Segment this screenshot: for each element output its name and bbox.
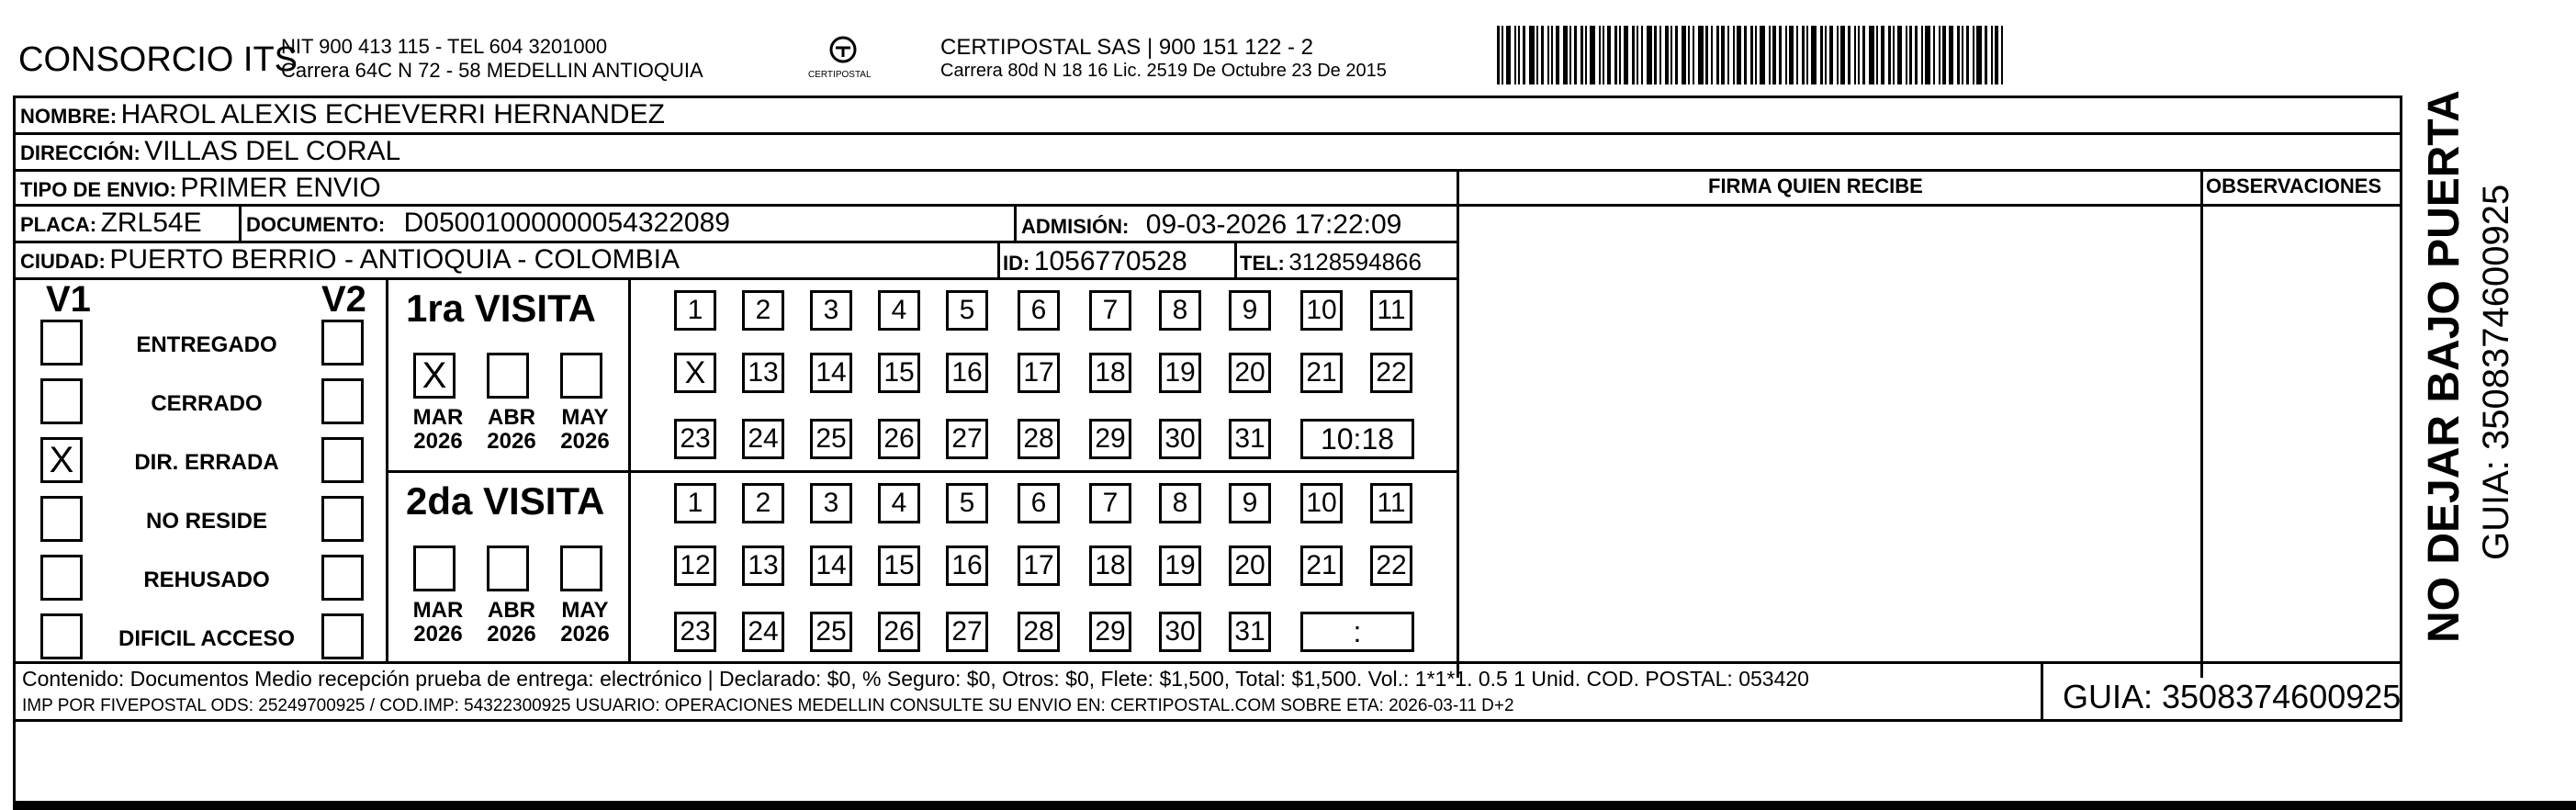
time-box[interactable]: : <box>1300 612 1414 652</box>
day-box[interactable]: 28 <box>1018 419 1060 459</box>
firma-label: FIRMA QUIEN RECIBE <box>1708 174 1923 197</box>
barcode-bar <box>1619 26 1621 84</box>
barcode-bar <box>1529 26 1535 84</box>
day-box[interactable]: 31 <box>1229 419 1271 459</box>
day-box[interactable]: 2 <box>742 483 784 523</box>
barcode-bar <box>1705 26 1708 84</box>
certipostal-logo-text: CERTIPOSTAL <box>808 70 872 80</box>
day-box[interactable]: 7 <box>1089 483 1131 523</box>
visit-title: 1ra VISITA <box>406 287 596 330</box>
day-box[interactable]: 6 <box>1018 290 1060 331</box>
barcode-bar <box>1654 26 1657 84</box>
day-box[interactable]: 20 <box>1229 546 1271 586</box>
v2-checkbox[interactable] <box>321 437 364 483</box>
month-checkbox[interactable]: X <box>413 353 456 399</box>
barcode-bar <box>1893 26 1895 84</box>
company-nit: NIT 900 413 115 - TEL 604 3201000 <box>281 35 608 58</box>
barcode-bar <box>1551 26 1553 84</box>
barcode-bar <box>1647 26 1652 84</box>
v2-checkbox[interactable] <box>321 378 364 424</box>
ciudad-label: CIUDAD: <box>20 250 106 273</box>
v1-checkbox[interactable] <box>40 555 83 601</box>
barcode-bar <box>1881 26 1884 84</box>
barcode-bar <box>1829 26 1833 84</box>
placa-value: ZRL54E <box>100 208 202 238</box>
ciudad-value: PUERTO BERRIO - ANTIOQUIA - COLOMBIA <box>109 244 681 275</box>
barcode-bar <box>1995 26 1998 84</box>
barcode-bar <box>1733 26 1735 84</box>
day-box[interactable]: 11 <box>1370 290 1412 331</box>
barcode-bar <box>1716 26 1719 84</box>
barcode-bar <box>1518 26 1520 84</box>
day-box[interactable]: 3 <box>810 290 852 331</box>
day-box[interactable]: 13 <box>742 353 784 393</box>
barcode-bar <box>1806 26 1808 84</box>
month-year: 2026 <box>560 429 610 454</box>
barcode-bar <box>1637 26 1638 84</box>
barcode-bar <box>1973 26 1974 84</box>
barcode-bar <box>1514 26 1516 84</box>
month-checkbox[interactable] <box>487 546 529 591</box>
barcode-bar <box>1556 26 1559 84</box>
v1-checkbox[interactable] <box>40 320 83 366</box>
barcode-bar <box>1811 26 1817 84</box>
day-box[interactable]: 28 <box>1018 612 1060 652</box>
month-name: MAR <box>412 598 464 623</box>
barcode-bar <box>1840 26 1845 84</box>
id-label: ID: <box>1003 252 1030 275</box>
day-box[interactable]: 13 <box>742 546 784 586</box>
barcode-bar <box>1670 26 1672 84</box>
barcode-bar <box>1497 26 1500 84</box>
barcode-bar <box>1915 26 1918 84</box>
day-box[interactable]: 15 <box>878 546 920 586</box>
day-box[interactable]: 26 <box>878 419 920 459</box>
day-box[interactable]: 4 <box>878 290 920 331</box>
month-label <box>406 599 470 647</box>
time-box[interactable]: 10:18 <box>1300 419 1414 459</box>
barcode-bar <box>1991 26 1993 84</box>
barcode-bar <box>1869 26 1874 84</box>
v2-checkbox[interactable] <box>321 496 364 542</box>
v1-checkbox[interactable] <box>40 496 83 542</box>
barcode-bar <box>1603 26 1604 84</box>
barcode-bar <box>1665 26 1669 84</box>
barcode-bar <box>1820 26 1823 84</box>
day-box[interactable]: 29 <box>1089 612 1131 652</box>
id-value: 1056770528 <box>1033 246 1187 276</box>
barcode-bar <box>1750 26 1753 84</box>
barcode-bar <box>1737 26 1741 84</box>
day-box[interactable]: 20 <box>1229 353 1271 393</box>
month-checkbox[interactable] <box>413 546 456 591</box>
day-box[interactable]: 10 <box>1300 483 1343 523</box>
month-label <box>406 406 470 454</box>
day-box[interactable]: 11 <box>1370 483 1412 523</box>
admision-label: ADMISIÓN: <box>1021 215 1130 238</box>
barcode-bar <box>1698 26 1704 84</box>
day-box[interactable]: 25 <box>810 419 852 459</box>
month-name: ABR <box>488 405 535 430</box>
barcode-bar <box>1796 26 1798 84</box>
barcode-bar <box>1942 26 1946 84</box>
day-box[interactable]: 1 <box>674 483 716 523</box>
day-box[interactable]: 1 <box>674 290 716 331</box>
barcode-bar <box>1688 26 1690 84</box>
company-address: Carrera 64C N 72 - 58 MEDELLIN ANTIOQUIA <box>281 59 703 82</box>
day-box[interactable]: 18 <box>1089 546 1131 586</box>
admision-value: 09-03-2026 17:22:09 <box>1145 209 1402 240</box>
barcode-bar <box>1506 26 1511 84</box>
month-name: MAY <box>561 405 609 430</box>
barcode-bar <box>1862 26 1865 84</box>
month-checkbox[interactable] <box>560 546 602 591</box>
barcode-bar <box>1599 26 1601 84</box>
v1-label: V1 <box>46 279 91 320</box>
day-box[interactable]: 21 <box>1300 353 1343 393</box>
barcode-bar <box>1502 26 1503 84</box>
footer-line1: Contenido: Documentos Medio recepción prueba de entrega: electrónico | Declarado: $0, % Seguro: $0, Otros: $0, Flete: $1,500, Total: $1,500. Vol.: 1*1*1. 0.5 1 Unid. COD. POSTAL: 053420 <box>22 667 1809 691</box>
visit-title: 2da VISITA <box>406 479 605 523</box>
status-label: DIR. ERRADA <box>134 450 279 475</box>
day-box[interactable]: X <box>674 353 716 393</box>
v2-checkbox[interactable] <box>321 555 364 601</box>
documento-value: D05001000000054322089 <box>403 208 730 238</box>
barcode-bar <box>1641 26 1643 84</box>
barcode-bar <box>1779 26 1782 84</box>
status-label: CERRADO <box>151 391 263 416</box>
barcode-bar <box>1624 26 1628 84</box>
tel-value: 3128594866 <box>1288 248 1422 276</box>
month-name: ABR <box>488 598 535 623</box>
v1-checkbox[interactable] <box>40 613 83 659</box>
side-notice: NO DEJAR BAJO PUERTA <box>2420 90 2469 643</box>
day-box[interactable]: 27 <box>946 612 988 652</box>
barcode-bar <box>1614 26 1617 84</box>
barcode-bar <box>1858 26 1860 84</box>
barcode-bar <box>1607 26 1611 84</box>
day-box[interactable]: 18 <box>1089 353 1131 393</box>
footer-line2: IMP POR FIVEPOSTAL ODS: 25249700925 / COD.IMP: 54322300925 USUARIO: OPERACIONES MEDELLIN CONSULTE SU ENVIO EN: CERTIPOSTAL.COM SOBRE ETA: 2026-03-11 D+2 <box>22 696 1514 715</box>
barcode-bar <box>1976 26 1982 84</box>
day-box[interactable]: 30 <box>1159 612 1201 652</box>
barcode-bar <box>1949 26 1953 84</box>
company-name: CONSORCIO ITS <box>18 40 298 79</box>
barcode-bar <box>1682 26 1686 84</box>
documento-label: DOCUMENTO: <box>246 213 386 236</box>
barcode-bar <box>1693 26 1694 84</box>
day-box[interactable]: 14 <box>810 353 852 393</box>
side-guia: GUIA: 3508374600925 <box>2476 184 2516 560</box>
day-box[interactable]: 23 <box>674 419 716 459</box>
barcode-bar <box>1563 26 1568 84</box>
day-box[interactable]: 17 <box>1018 546 1060 586</box>
barcode-bar <box>1585 26 1587 84</box>
month-label <box>553 406 617 454</box>
v2-label: V2 <box>321 279 366 320</box>
barcode-bar <box>1848 26 1850 84</box>
day-box[interactable]: 19 <box>1159 353 1201 393</box>
v1-checkbox[interactable] <box>40 378 83 424</box>
barcode-bar <box>1659 26 1661 84</box>
day-box[interactable]: 17 <box>1018 353 1060 393</box>
barcode-bar <box>1933 26 1935 84</box>
day-box[interactable]: 5 <box>946 290 988 331</box>
barcode-bar <box>1772 26 1776 84</box>
barcode-bar <box>1769 26 1771 84</box>
month-label <box>479 406 544 454</box>
day-box[interactable]: 10 <box>1300 290 1343 331</box>
day-box[interactable]: 22 <box>1370 353 1412 393</box>
barcode-bar <box>1888 26 1891 84</box>
month-year: 2026 <box>560 622 610 647</box>
month-checkbox[interactable] <box>560 353 602 399</box>
footer-guia: GUIA: 3508374600925 <box>2063 678 2402 715</box>
day-box[interactable]: 27 <box>946 419 988 459</box>
barcode-bar <box>1580 26 1583 84</box>
day-box[interactable]: 4 <box>878 483 920 523</box>
day-box[interactable]: 24 <box>742 612 784 652</box>
day-box[interactable]: 14 <box>810 546 852 586</box>
month-label <box>553 599 617 647</box>
barcode-bar <box>1755 26 1757 84</box>
day-box[interactable]: 2 <box>742 290 784 331</box>
day-box[interactable]: 22 <box>1370 546 1412 586</box>
barcode-bar <box>1962 26 1963 84</box>
month-year: 2026 <box>487 429 536 454</box>
month-name: MAR <box>412 405 464 430</box>
barcode-bar <box>1541 26 1544 84</box>
day-box[interactable]: 15 <box>878 353 920 393</box>
day-box[interactable]: 25 <box>810 612 852 652</box>
barcode-bar <box>1523 26 1525 84</box>
certipostal-line: CERTIPOSTAL SAS | 900 151 122 - 2 <box>940 35 1313 60</box>
barcode-bar <box>1632 26 1635 84</box>
day-box[interactable]: 30 <box>1159 419 1201 459</box>
barcode-bar <box>1760 26 1765 84</box>
day-box[interactable]: 8 <box>1159 290 1201 331</box>
direccion-value: VILLAS DEL CORAL <box>144 136 401 166</box>
day-box[interactable]: 8 <box>1159 483 1201 523</box>
day-box[interactable]: 23 <box>674 612 716 652</box>
tel-label: TEL: <box>1240 252 1285 275</box>
day-box[interactable]: 31 <box>1229 612 1271 652</box>
barcode-bar <box>1966 26 1969 84</box>
barcode-bar <box>1547 26 1549 84</box>
tipo-envio-label: TIPO DE ENVIO: <box>20 178 176 201</box>
barcode-bar <box>1711 26 1713 84</box>
direccion-label: DIRECCIÓN: <box>20 141 141 164</box>
month-label <box>479 599 544 647</box>
tipo-envio-value: PRIMER ENVIO <box>180 173 381 203</box>
barcode-bar <box>1675 26 1678 84</box>
barcode-bar <box>1906 26 1907 84</box>
day-box[interactable]: 12 <box>674 546 716 586</box>
day-box[interactable]: 5 <box>946 483 988 523</box>
status-label: ENTREGADO <box>136 332 277 357</box>
month-year: 2026 <box>413 429 463 454</box>
observaciones-label: OBSERVACIONES <box>2206 174 2382 197</box>
month-year: 2026 <box>487 622 536 647</box>
barcode-bar <box>1925 26 1930 84</box>
placa-label: PLACA: <box>20 213 97 236</box>
barcode-bar <box>1985 26 1987 84</box>
day-box[interactable]: 21 <box>1300 546 1343 586</box>
day-box[interactable]: 16 <box>946 353 988 393</box>
nombre-value: HAROL ALEXIS ECHEVERRI HERNANDEZ <box>120 99 665 129</box>
v1-checkbox[interactable]: X <box>40 437 83 483</box>
barcode-bar <box>1789 26 1794 84</box>
barcode-bar <box>1921 26 1923 84</box>
status-label: REHUSADO <box>143 568 270 592</box>
barcode-bar <box>1957 26 1960 84</box>
day-box[interactable]: 29 <box>1089 419 1131 459</box>
barcode-bar <box>1536 26 1538 84</box>
nombre-label: NOMBRE: <box>20 105 118 128</box>
day-box[interactable]: 16 <box>946 546 988 586</box>
barcode-bar <box>1569 26 1571 84</box>
barcode-bar <box>1825 26 1827 84</box>
day-box[interactable]: 6 <box>1018 483 1060 523</box>
v2-checkbox[interactable] <box>321 320 364 366</box>
day-box[interactable]: 3 <box>810 483 852 523</box>
barcode-bar <box>1909 26 1912 84</box>
barcode-bar <box>1727 26 1729 84</box>
barcode-bar <box>1897 26 1902 84</box>
day-box[interactable]: 26 <box>878 612 920 652</box>
day-box[interactable]: 19 <box>1159 546 1201 586</box>
barcode-bar <box>1744 26 1747 84</box>
barcode-bar <box>1854 26 1856 84</box>
barcode-bar <box>1837 26 1839 84</box>
day-box[interactable]: 9 <box>1229 290 1271 331</box>
barcode-bar <box>1876 26 1878 84</box>
day-box[interactable]: 9 <box>1229 483 1271 523</box>
barcode-bar <box>1939 26 1940 84</box>
status-label: NO RESIDE <box>145 509 268 534</box>
certipostal-address: Carrera 80d N 18 16 Lic. 2519 De Octubre 23 De 2015 <box>940 61 1387 81</box>
barcode-bar <box>1721 26 1725 84</box>
month-name: MAY <box>561 598 609 623</box>
v2-checkbox[interactable] <box>321 613 364 659</box>
barcode-bar <box>1785 26 1787 84</box>
barcode-bar <box>2001 26 2003 84</box>
status-label: DIFICIL ACCESO <box>118 626 295 651</box>
barcode-bar <box>1802 26 1805 84</box>
month-checkbox[interactable] <box>487 353 529 399</box>
barcode-icon <box>1497 26 2222 84</box>
day-box[interactable]: 7 <box>1089 290 1131 331</box>
barcode-bar <box>1574 26 1577 84</box>
month-year: 2026 <box>413 622 463 647</box>
barcode-bar <box>1590 26 1595 84</box>
day-box[interactable]: 24 <box>742 419 784 459</box>
